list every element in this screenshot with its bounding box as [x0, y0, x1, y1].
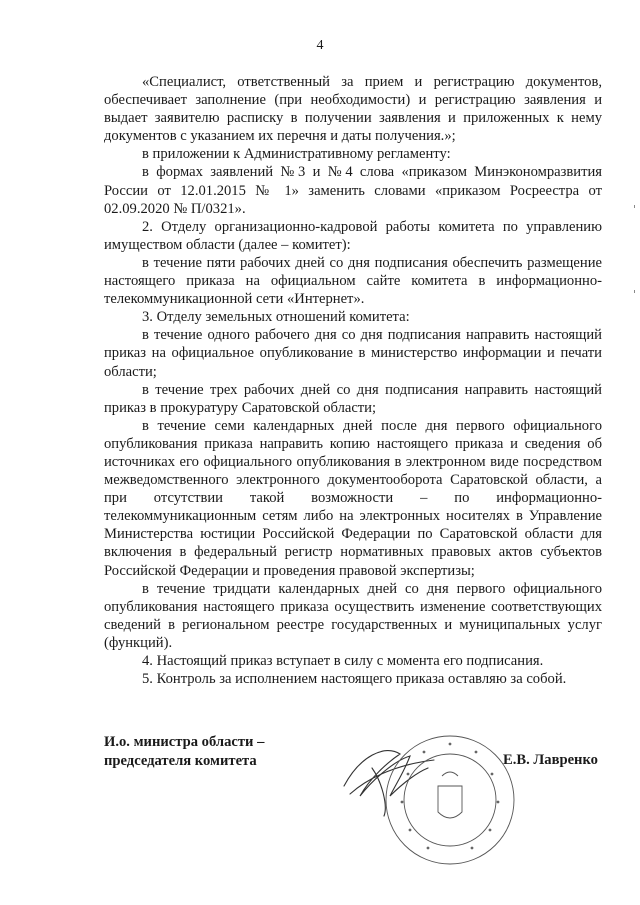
- paragraph-forms: в формах заявлений №3 и №4 слова «приказом Минэкономразвития России от 12.01.2015 № 1» заменить словами «приказом Росреестра от 02.09.2020 № П/0321».: [104, 164, 602, 217]
- signature-title: [104, 733, 264, 771]
- paragraph-appendix: в приложении к Административному регламенту:: [142, 146, 451, 163]
- paragraph-item-3-registry: в течение семи календарных дней после дня первого официального опубликования приказа направить копию настоящего приказа и сведения об источниках его официального опубликования в электронном виде посредством межведомственного электронного документооборота Саратовской области, а при отсутствии такой возможности – по информационно-телекоммуникационным сетям либо на электронных носителях в Управление Министерства юстиции Российской Федерации по Саратовской области для включения в федеральный регистр нормативных правовых актов субъектов Российской Федерации и проведения правовой экспертизы;: [104, 417, 602, 579]
- page-number: 4: [316, 38, 324, 53]
- paragraph-item-2-publish: в течение пяти рабочих дней со дня подписания обеспечить размещение настоящего приказа на официальном сайте комитета в информационно-телекоммуникационной сети «Интернет».: [104, 254, 602, 308]
- paragraph-item-3: 3. Отделу земельных отношений комитета:: [142, 309, 410, 326]
- signature-title-line-2: председателя комитета: [104, 753, 257, 769]
- paragraph-quote: «Специалист, ответственный за прием и регистрацию документов, обеспечивает заполнение (при необходимости) и регистрацию заявления и выдает заявителю расписку в получении заявления и приложенных к нему документов с указанием их перечня и даты получения.»;: [104, 74, 602, 145]
- paragraph-item-3-services: в течение тридцати календарных дней со дня первого официального опубликования настоящего приказа осуществить изменение соответствующих сведений в региональном реестре государственных и муниципальных услуг (функций).: [104, 580, 602, 651]
- paragraph-item-2: 2. Отделу организационно-кадровой работы комитета по управлению имуществом области (далее – комитет):: [104, 218, 602, 253]
- document-body: [104, 73, 602, 688]
- paragraph-item-3-ministry: в течение одного рабочего дня со дня подписания направить настоящий приказ на официальное опубликование в министерство информации и печати области;: [104, 327, 602, 380]
- scan-mark: [634, 290, 635, 293]
- paragraph-item-5: 5. Контроль за исполнением настоящего приказа оставляю за собой.: [142, 671, 567, 688]
- signer-name: Е.В. Лавренко: [503, 752, 598, 768]
- scan-mark: [634, 205, 635, 208]
- paragraph-item-3-prosecutor: в течение трех рабочих дней со дня подписания направить настоящий приказ в прокуратуру Саратовской области;: [104, 381, 602, 416]
- handwritten-signature: [330, 716, 540, 886]
- paragraph-item-4: 4. Настоящий приказ вступает в силу с момента его подписания.: [142, 653, 544, 669]
- signature-title-line-1: И.о. министра области –: [104, 734, 265, 750]
